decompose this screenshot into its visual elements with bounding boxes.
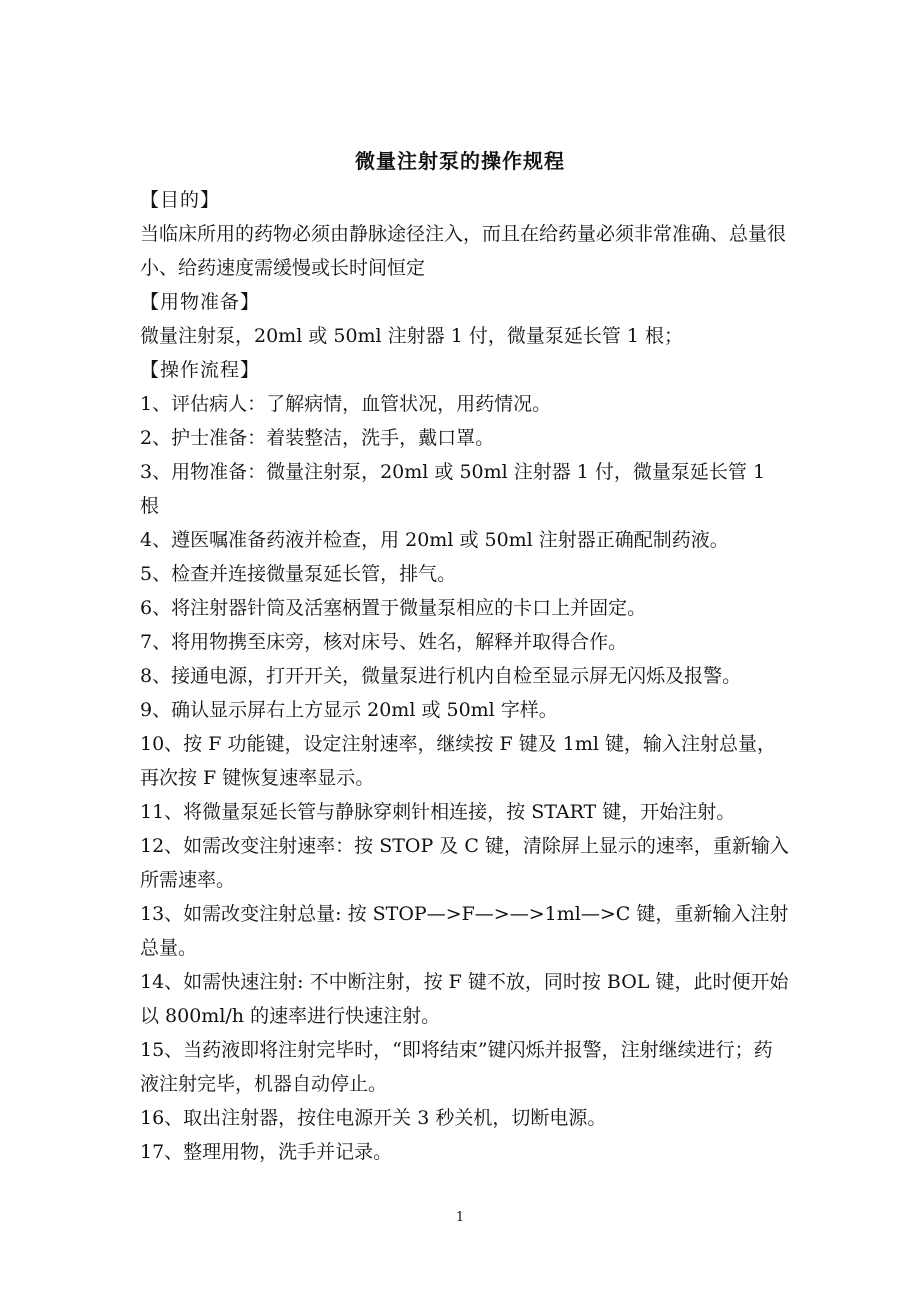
step-4: 4、遵医嘱准备药液并检查，用 20ml 或 50ml 注射器正确配制药液。 <box>140 529 729 551</box>
step-2: 2、护士准备：着装整洁，洗手，戴口罩。 <box>140 427 495 449</box>
step-9: 9、确认显示屏右上方显示 20ml 或 50ml 字样。 <box>140 699 558 721</box>
supplies-heading: 【用物准备】 <box>140 291 261 313</box>
step-13: 13、如需改变注射总量: 按 STOP—>F—>—>1ml—>C 键，重新输入注射总量。 <box>140 903 789 959</box>
step-1: 1、评估病人：了解病情，血管状况，用药情况。 <box>140 393 552 415</box>
step-6: 6、将注射器针筒及活塞柄置于微量泵相应的卡口上并固定。 <box>140 597 647 619</box>
step-12: 12、如需改变注射速率：按 STOP 及 C 键，清除屏上显示的速率，重新输入所需速率。 <box>140 835 789 891</box>
step-11: 11、将微量泵延长管与静脉穿刺针相连接，按 START 键，开始注射。 <box>140 801 736 823</box>
step-16: 16、取出注射器，按住电源开关 3 秒关机，切断电源。 <box>140 1107 607 1129</box>
document-body <box>140 183 790 1169</box>
document-title: 微量注射泵的操作规程 <box>355 149 565 173</box>
step-5: 5、检查并连接微量泵延长管，排气。 <box>140 563 457 585</box>
step-10: 10、按 F 功能键，设定注射速率，继续按 F 键及 1ml 键，输入注射总量，再次按 F 键恢复速率显示。 <box>140 733 776 789</box>
page-number: 1 <box>455 1210 465 1225</box>
step-15: 15、当药液即将注射完毕时，“即将结束”键闪烁并报警，注射继续进行；药液注射完毕，机器自动停止。 <box>140 1039 773 1095</box>
step-14: 14、如需快速注射: 不中断注射，按 F 键不放，同时按 BOL 键，此时便开始以 800ml/h 的速率进行快速注射。 <box>140 971 789 1027</box>
step-17: 17、整理用物，洗手并记录。 <box>140 1141 393 1163</box>
step-8: 8、接通电源，打开开关，微量泵进行机内自检至显示屏无闪烁及报警。 <box>140 665 742 687</box>
supplies-text: 微量注射泵，20ml 或 50ml 注射器 1 付，微量泵延长管 1 根； <box>140 325 683 347</box>
process-heading: 【操作流程】 <box>140 359 261 381</box>
step-7: 7、将用物携至床旁，核对床号、姓名，解释并取得合作。 <box>140 631 628 653</box>
purpose-heading: 【目的】 <box>140 189 221 211</box>
step-3: 3、用物准备：微量注射泵，20ml 或 50ml 注射器 1 付，微量泵延长管 1 根 <box>140 461 766 517</box>
purpose-text: 当临床所用的药物必须由静脉途径注入，而且在给药量必须非常准确、总量很小、给药速度需缓慢或长时间恒定 <box>140 223 787 279</box>
